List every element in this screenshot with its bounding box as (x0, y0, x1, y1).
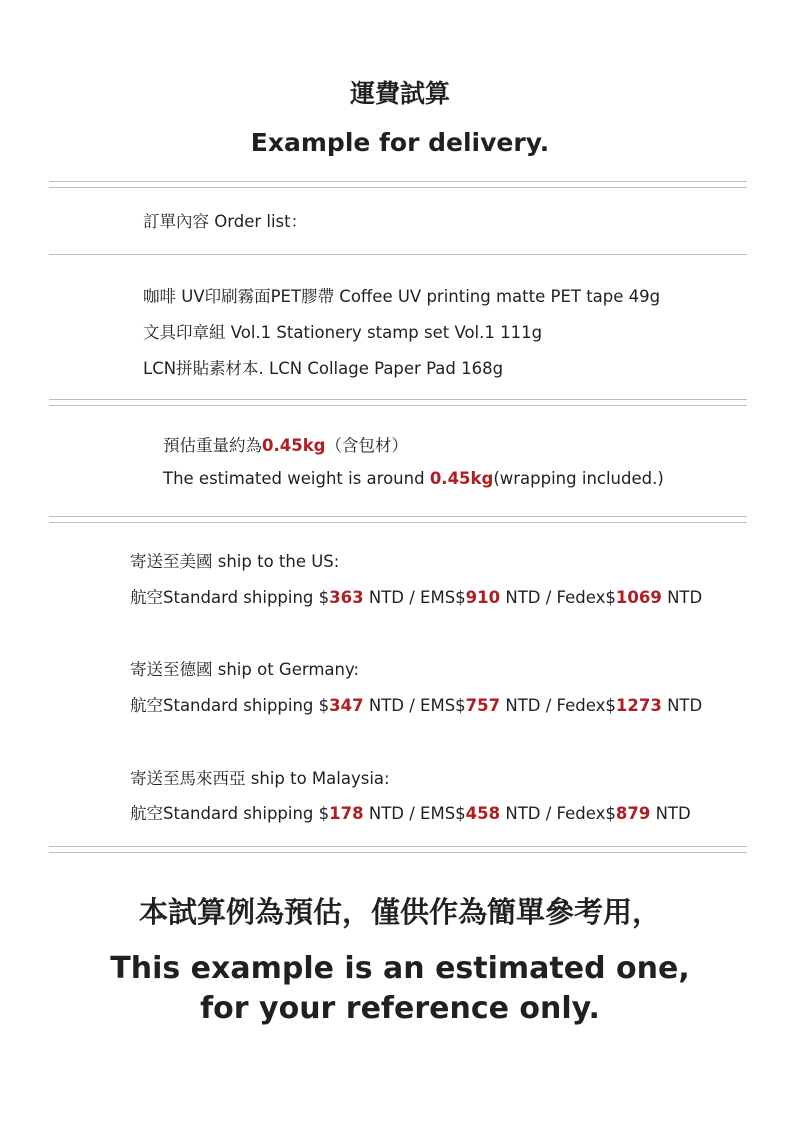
weight-en-prefix: The estimated weight is around (163, 469, 430, 488)
divider (49, 254, 747, 255)
order-item-stamp-set: 文具印章組 Vol.1 Stationery stamp set Vol.1 111g (143, 323, 543, 342)
rate-suffix: NTD (661, 696, 703, 715)
rate-fedex: 1273 (615, 696, 662, 715)
rate-ems: 910 (465, 588, 501, 607)
rate-separator: NTD / EMS$ (363, 696, 466, 715)
rate-separator: NTD / Fedex$ (500, 696, 616, 715)
order-item-coffee-tape: 咖啡 UV印刷霧面PET膠帶 Coffee UV printing matte PET tape 49g (143, 287, 661, 306)
order-item-collage-pad: LCN拼貼素材本. LCN Collage Paper Pad 168g (143, 359, 504, 378)
rate-separator: NTD / Fedex$ (500, 588, 616, 607)
rate-separator: NTD / EMS$ (363, 804, 466, 823)
page-title-zh: 運費試算 (349, 79, 450, 108)
divider (49, 399, 747, 406)
rate-separator: NTD / Fedex$ (500, 804, 616, 823)
order-list-label: 訂單內容 Order list： (143, 212, 308, 231)
rate-separator: NTD / EMS$ (363, 588, 466, 607)
rate-suffix: NTD (650, 804, 691, 823)
disclaimer-en-line1: This example is an estimated one, (110, 951, 690, 986)
rate-standard: 178 (329, 804, 364, 823)
weight-en (163, 469, 664, 488)
divider (49, 846, 747, 853)
destination-malaysia: 寄送至馬來西亞 ship to Malaysia: (130, 769, 390, 788)
disclaimer-en-line2: for your reference only. (200, 991, 600, 1026)
shipping-rates-us (130, 584, 702, 608)
rate-prefix: 航空Standard shipping $ (130, 804, 330, 823)
rate-ems: 458 (465, 804, 501, 823)
rate-suffix: NTD (661, 588, 703, 607)
rate-fedex: 879 (615, 804, 651, 823)
divider (49, 181, 747, 188)
rate-prefix: 航空Standard shipping $ (130, 588, 330, 607)
weight-value: 0.45kg (262, 436, 326, 455)
divider (49, 516, 747, 523)
rate-standard: 347 (329, 696, 364, 715)
weight-zh (163, 432, 408, 456)
rate-prefix: 航空Standard shipping $ (130, 696, 330, 715)
page-title-en: Example for delivery. (250, 128, 550, 157)
weight-zh-prefix: 預估重量約為 (163, 436, 262, 455)
weight-value: 0.45kg (429, 469, 494, 488)
rate-standard: 363 (329, 588, 364, 607)
rate-ems: 757 (465, 696, 501, 715)
rate-fedex: 1069 (615, 588, 662, 607)
destination-us: 寄送至美國 ship to the US: (130, 552, 340, 571)
shipping-rates-malaysia (130, 800, 691, 824)
weight-en-suffix: (wrapping included.) (493, 469, 664, 488)
shipping-rates-germany (130, 692, 702, 716)
destination-germany: 寄送至德國 ship ot Germany: (130, 660, 360, 679)
weight-zh-suffix: （含包材） (325, 436, 408, 455)
disclaimer-zh: 本試算例為預估，僅供作為簡單參考用， (138, 895, 661, 929)
